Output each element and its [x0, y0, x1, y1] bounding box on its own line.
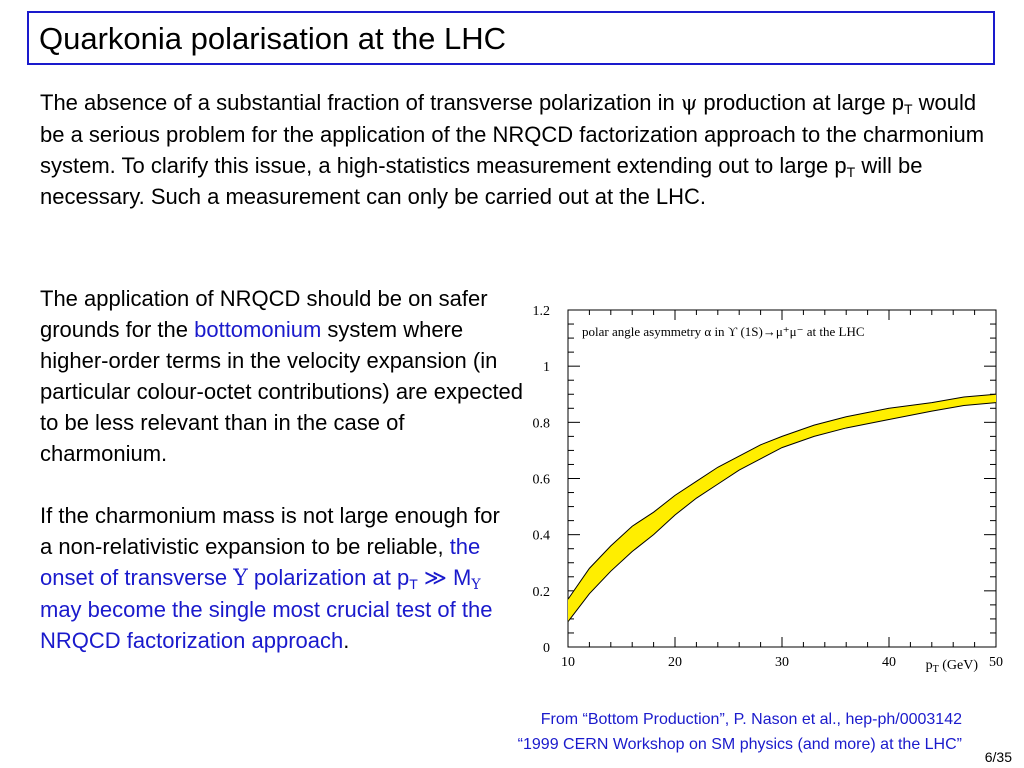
p3-sub-t: T	[409, 576, 418, 592]
x-tick-label: 10	[561, 655, 575, 670]
x-tick-label: 50	[989, 655, 1003, 670]
p1-text-1: The absence of a substantial fraction of transverse polarization in	[40, 90, 681, 115]
p1-text-4: will be necessary. Such a measurement can only be carried out at the LHC.	[40, 153, 923, 209]
psi-symbol: ψ	[680, 91, 698, 115]
p3-end: .	[343, 628, 350, 653]
p1-sub-t-2: T	[846, 164, 856, 180]
p3-highlight-2: polarization at p	[247, 565, 410, 590]
band-upper-edge	[568, 394, 996, 599]
y-tick-label: 0.8	[532, 416, 550, 432]
p3-much-greater: ≫ M	[417, 565, 472, 590]
p1-text-3: would be a serious problem for the application of the NRQCD factorization approach to the charmonium system. To clarify this issue, a high-statistics measurement extending out to large p	[40, 90, 985, 178]
y-tick-label: 0.2	[532, 584, 550, 600]
p3-sub-upsilon: Υ	[471, 577, 481, 593]
p3-highlight-3: may become the single most crucial test of the NRQCD factorization approach	[40, 597, 493, 653]
p3-highlight-1: the onset of transverse	[40, 534, 481, 590]
y-tick-label: 1	[543, 360, 550, 376]
x-tick-label: 30	[775, 655, 789, 670]
page-number: 6/35	[984, 749, 1012, 765]
p1-sub-t-1: T	[903, 101, 913, 117]
p2-text-1: The application of NRQCD should be on safer grounds for the	[40, 286, 488, 342]
y-tick-label: 1.2	[532, 304, 550, 319]
plot-root	[533, 304, 1004, 675]
x-axis-label-unit: (GeV)	[938, 658, 978, 673]
x-axis-label-sub: T	[932, 664, 939, 675]
title-box	[27, 11, 995, 65]
plot-frame	[568, 310, 996, 647]
polarization-plot	[520, 290, 1010, 690]
p3-text-1: If the charmonium mass is not large enough for a non-relativistic expansion to be reliable,	[40, 503, 500, 559]
y-tick-label: 0	[543, 641, 550, 656]
uncertainty-band	[568, 394, 996, 621]
intro-paragraph	[40, 87, 990, 212]
chart-annotation: polar angle asymmetry α in ϒ (1S)→μ⁺μ⁻ at the LHC	[582, 324, 865, 339]
p2-text-2: system where higher-order terms in the velocity expansion (in particular colour-octet contributions) are expected to be less relevant than in the case of charmonium.	[40, 317, 524, 466]
p1-text-2: production at large p	[697, 90, 904, 115]
bottomonium-highlight: bottomonium	[194, 317, 322, 342]
x-axis-label-main: p	[925, 658, 933, 673]
x-tick-label: 20	[668, 655, 682, 670]
x-tick-label: 40	[882, 655, 896, 670]
y-tick-label: 0.6	[532, 472, 550, 488]
band-lower-edge	[568, 403, 996, 622]
slide-title: Quarkonia polarisation at the LHC	[39, 21, 506, 56]
x-axis-label	[926, 658, 979, 675]
upsilon-symbol: Υ	[233, 566, 248, 591]
credit-line-2: “1999 CERN Workshop on SM physics (and more) at the LHC”	[517, 736, 962, 753]
charmonium-paragraph	[40, 500, 515, 656]
bottomonium-paragraph	[40, 283, 525, 469]
credit-line-1: From “Bottom Production”, P. Nason et al., hep-ph/0003142	[540, 711, 962, 728]
y-tick-label: 0.4	[532, 528, 550, 544]
